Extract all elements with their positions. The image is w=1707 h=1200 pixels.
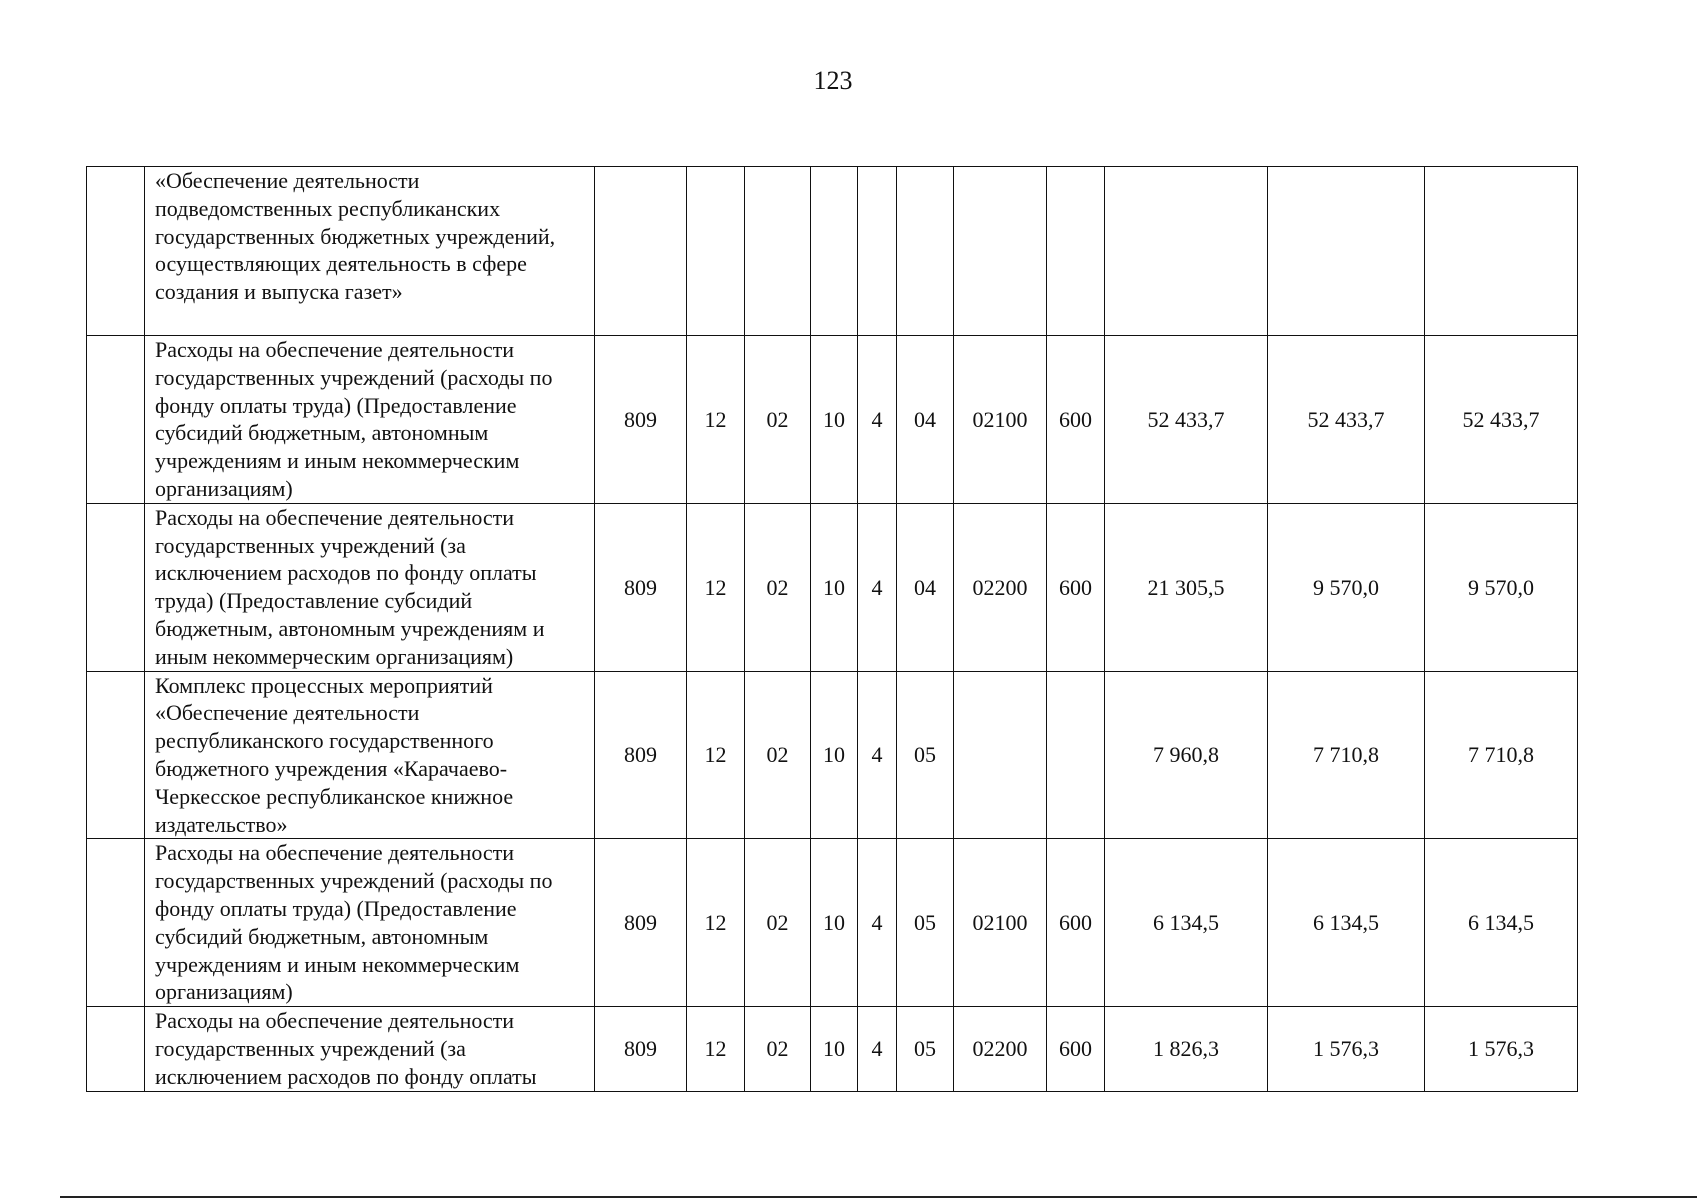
expense-type-code-cell: 600 bbox=[1047, 336, 1105, 504]
table-row bbox=[87, 167, 1578, 336]
table-row bbox=[87, 503, 1578, 671]
row-number-cell bbox=[87, 671, 145, 839]
page-number: 123 bbox=[813, 66, 853, 95]
expense-type-code-cell bbox=[1047, 671, 1105, 839]
amount-year-2-cell bbox=[1268, 167, 1425, 336]
program-code-cell: 10 bbox=[811, 1007, 858, 1091]
direction-code-cell: 02200 bbox=[954, 503, 1047, 671]
amount-year-1-cell: 52 433,7 bbox=[1105, 336, 1268, 504]
program-code-cell bbox=[811, 167, 858, 336]
section-code-cell bbox=[687, 167, 745, 336]
subprogram-code-cell: 04 bbox=[897, 503, 954, 671]
amount-year-1-cell: 1 826,3 bbox=[1105, 1007, 1268, 1091]
description-cell: Расходы на обеспечение деятельности государственных учреждений (расходы по фонду оплаты труда) (Предоставление субсидий бюджетным, автономным учреждениям и иным некоммерческим организациям) bbox=[145, 839, 595, 1007]
expense-type-code-cell: 600 bbox=[1047, 503, 1105, 671]
section-code-cell: 12 bbox=[687, 336, 745, 504]
description-cell: Расходы на обеспечение деятельности государственных учреждений (расходы по фонду оплаты труда) (Предоставление субсидий бюджетным, автономным учреждениям и иным некоммерческим организациям) bbox=[145, 336, 595, 504]
direction-code-cell bbox=[954, 167, 1047, 336]
type-code-cell: 4 bbox=[858, 839, 897, 1007]
admin-code-cell: 809 bbox=[595, 671, 687, 839]
amount-year-1-cell: 21 305,5 bbox=[1105, 503, 1268, 671]
amount-year-3-cell: 7 710,8 bbox=[1425, 671, 1578, 839]
row-number-cell bbox=[87, 503, 145, 671]
subsection-code-cell: 02 bbox=[745, 503, 811, 671]
type-code-cell: 4 bbox=[858, 336, 897, 504]
section-code-cell: 12 bbox=[687, 503, 745, 671]
amount-year-3-cell: 1 576,3 bbox=[1425, 1007, 1578, 1091]
table-row bbox=[87, 1007, 1578, 1091]
type-code-cell: 4 bbox=[858, 1007, 897, 1091]
amount-year-2-cell: 1 576,3 bbox=[1268, 1007, 1425, 1091]
amount-year-3-cell: 6 134,5 bbox=[1425, 839, 1578, 1007]
subprogram-code-cell: 04 bbox=[897, 336, 954, 504]
direction-code-cell: 02100 bbox=[954, 839, 1047, 1007]
program-code-cell: 10 bbox=[811, 336, 858, 504]
budget-table bbox=[86, 166, 1578, 1092]
subsection-code-cell: 02 bbox=[745, 671, 811, 839]
table-row bbox=[87, 336, 1578, 504]
subprogram-code-cell: 05 bbox=[897, 839, 954, 1007]
direction-code-cell: 02100 bbox=[954, 336, 1047, 504]
amount-year-1-cell: 6 134,5 bbox=[1105, 839, 1268, 1007]
subsection-code-cell: 02 bbox=[745, 839, 811, 1007]
admin-code-cell: 809 bbox=[595, 503, 687, 671]
amount-year-1-cell bbox=[1105, 167, 1268, 336]
row-number-cell bbox=[87, 1007, 145, 1091]
amount-year-2-cell: 6 134,5 bbox=[1268, 839, 1425, 1007]
subprogram-code-cell: 05 bbox=[897, 1007, 954, 1091]
admin-code-cell: 809 bbox=[595, 1007, 687, 1091]
type-code-cell: 4 bbox=[858, 503, 897, 671]
program-code-cell: 10 bbox=[811, 671, 858, 839]
program-code-cell: 10 bbox=[811, 839, 858, 1007]
amount-year-2-cell: 9 570,0 bbox=[1268, 503, 1425, 671]
table-row bbox=[87, 839, 1578, 1007]
subsection-code-cell bbox=[745, 167, 811, 336]
type-code-cell: 4 bbox=[858, 671, 897, 839]
amount-year-3-cell: 9 570,0 bbox=[1425, 503, 1578, 671]
program-code-cell: 10 bbox=[811, 503, 858, 671]
table-row bbox=[87, 671, 1578, 839]
subsection-code-cell: 02 bbox=[745, 1007, 811, 1091]
row-number-cell bbox=[87, 839, 145, 1007]
row-number-cell bbox=[87, 167, 145, 336]
section-code-cell: 12 bbox=[687, 671, 745, 839]
admin-code-cell: 809 bbox=[595, 336, 687, 504]
amount-year-2-cell: 52 433,7 bbox=[1268, 336, 1425, 504]
type-code-cell bbox=[858, 167, 897, 336]
amount-year-2-cell: 7 710,8 bbox=[1268, 671, 1425, 839]
section-code-cell: 12 bbox=[687, 1007, 745, 1091]
admin-code-cell: 809 bbox=[595, 839, 687, 1007]
subsection-code-cell: 02 bbox=[745, 336, 811, 504]
direction-code-cell: 02200 bbox=[954, 1007, 1047, 1091]
expense-type-code-cell: 600 bbox=[1047, 839, 1105, 1007]
subprogram-code-cell bbox=[897, 167, 954, 336]
subprogram-code-cell: 05 bbox=[897, 671, 954, 839]
amount-year-3-cell bbox=[1425, 167, 1578, 336]
expense-type-code-cell: 600 bbox=[1047, 1007, 1105, 1091]
section-code-cell: 12 bbox=[687, 839, 745, 1007]
admin-code-cell bbox=[595, 167, 687, 336]
row-number-cell bbox=[87, 336, 145, 504]
description-cell: Расходы на обеспечение деятельности государственных учреждений (за исключением расходов по фонду оплаты bbox=[145, 1007, 595, 1091]
direction-code-cell bbox=[954, 671, 1047, 839]
amount-year-3-cell: 52 433,7 bbox=[1425, 336, 1578, 504]
expense-type-code-cell bbox=[1047, 167, 1105, 336]
description-cell: «Обеспечение деятельности подведомственных республиканских государственных бюджетных учреждений, осуществляющих деятельность в сфере создания и выпуска газет» bbox=[145, 167, 595, 336]
description-cell: Расходы на обеспечение деятельности государственных учреждений (за исключением расходов по фонду оплаты труда) (Предоставление субсидий бюджетным, автономным учреждениям и иным некоммерческим организациям) bbox=[145, 503, 595, 671]
description-cell: Комплекс процессных мероприятий «Обеспечение деятельности республиканского государственного бюджетного учреждения «Карачаево-Черкесское республиканское книжное издательство» bbox=[145, 671, 595, 839]
footer-rule bbox=[60, 1196, 1697, 1198]
amount-year-1-cell: 7 960,8 bbox=[1105, 671, 1268, 839]
